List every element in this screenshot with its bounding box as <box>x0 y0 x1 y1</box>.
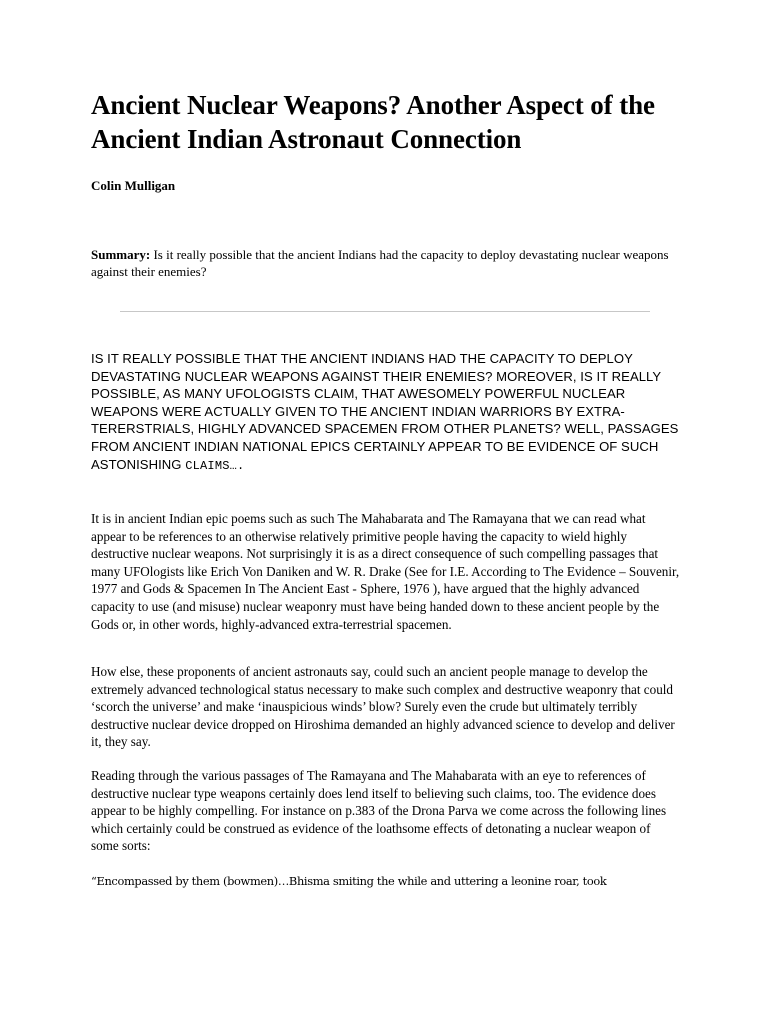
summary-paragraph <box>91 246 677 280</box>
summary-label: Summary: <box>91 247 151 262</box>
intro-caps-tail: CLAIMS…. <box>185 458 245 473</box>
intro-caps-text: IS IT REALLY POSSIBLE THAT THE ANCIENT INDIANS HAD THE CAPACITY TO DEPLOY DEVASTATING NUCLEAR WEAPONS AGAINST THEIR ENEMIES? MOREOVER, IS IT REALLY POSSIBLE, AS MANY UFOLOGISTS CLAIM, THAT AWESOMELY POWERFUL NUCLEAR WEAPONS WERE ACTUALLY GIVEN TO THE ANCIENT INDIAN WARRIORS BY EXTRA-TERERSTRIALS, HIGHLY ADVANCED SPACEMEN FROM OTHER PLANETS? WELL, PASSAGES FROM ANCIENT INDIAN NATIONAL EPICS CERTAINLY APPEAR TO BE EVIDENCE OF SUCH ASTONISHING <box>91 351 679 472</box>
intro-caps-paragraph <box>91 350 681 475</box>
document-title: Ancient Nuclear Weapons? Another Aspect of the Ancient Indian Astronaut Connection <box>91 90 655 154</box>
horizontal-divider <box>120 311 650 312</box>
body-paragraph-1: It is in ancient Indian epic poems such as such The Mahabarata and The Ramayana that we can read what appear to be references to an otherwise relatively primitive people having the capacity to wield highly destructive nuclear weapons. Not surprisingly it is as a direct consequence of such compelling passages that many UFOlogists like Erich Von Daniken and W. R. Drake (See for I.E. According to The Evidence – Souvenir, 1977 and Gods & Spacemen In The Ancient East - Sphere, 1976 ), have argued that the highly advanced capacity to use (and misuse) nuclear weaponry must have being handed down to these ancient people by the Gods or, in other words, highly-advanced extra-terrestrial spacemen. <box>91 511 680 632</box>
author-name: Colin Mulligan <box>91 178 176 193</box>
body-paragraph-3: Reading through the various passages of The Ramayana and The Mahabarata with an eye to references of destructive nuclear type weapons certainly does lend itself to believing such claims, too. The evidence does appear to be highly compelling. For instance on p.383 of the Drona Parva we come across the following lines which certainly could be construed as evidence of the loathsome effects of detonating a nuclear weapon of some sorts: <box>91 768 667 854</box>
summary-text: Is it really possible that the ancient Indians had the capacity to deploy devastating nuclear weapons against their enemies? <box>91 247 669 279</box>
quote-line: “Encompassed by them (bowmen)…Bhisma smiting the while and uttering a leonine roar, took <box>91 874 607 888</box>
body-paragraph-2: How else, these proponents of ancient astronauts say, could such an ancient people manage to develop the extremely advanced technological status necessary to make such complex and destructive weaponry that could ‘scorch the universe’ and make ‘inauspicious winds’ blow? Surely even the crude but ultimately terribly destructive nuclear device dropped on Hiroshima demanded an highly advanced science to develop and deliver it, they say. <box>91 664 675 750</box>
